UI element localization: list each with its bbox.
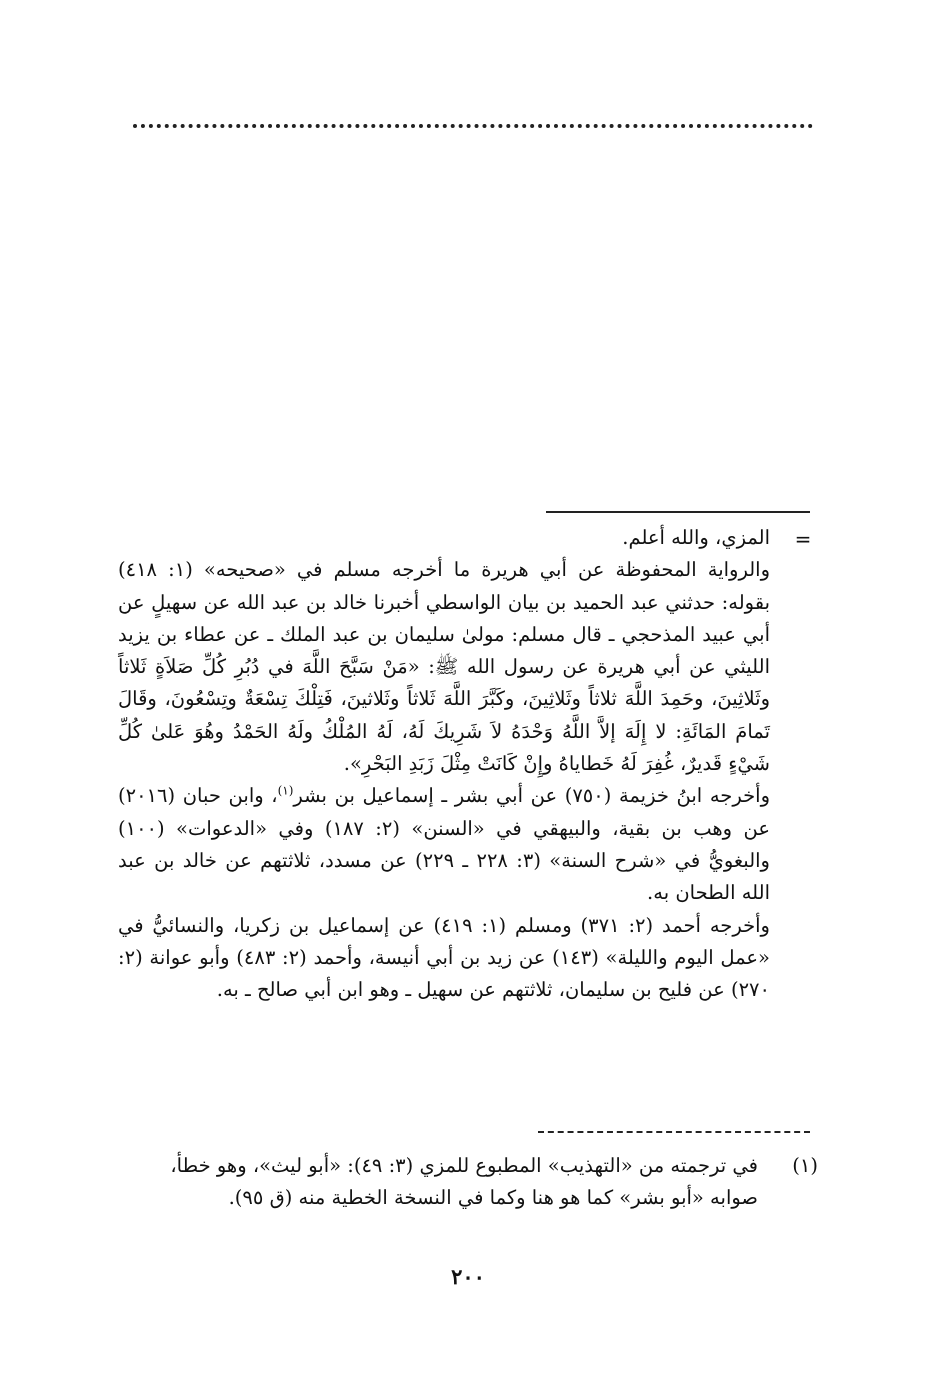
footnote-text: في ترجمته من «التهذيب» المطبوع للمزي (٣: ٤٩): «أبو ليث»، وهو خطأ، صوابه «أبو بشر» كما هو هنا وكما في النسخة الخطية منه (ق ٩٥). [170,1154,758,1209]
paragraph-4: وأخرجه أحمد (٢: ٣٧١) ومسلم (١: ٤١٩) عن إسماعيل بن زكريا، والنسائيُّ في «عمل اليوم والليلة» (١٤٣) عن زيد بن أبي أنيسة، وأحمد (٢: ٤٨٣) وأبو عوانة (٢: ٢٧٠) عن فليح بن سليمان، ثلاثتهم عن سهيل ـ وهو ابن أبي صالح ـ به. [118,913,770,1002]
footnote [118,1150,818,1214]
footnote-reference[interactable]: (١) [277,783,294,798]
paragraph-2: والرواية المحفوظة عن أبي هريرة ما أخرجه مسلم في «صحيحه» (١: ٤١٨) بقوله: حدثني عبد الحميد بن بيان الواسطي أخبرنا خالد بن عبد الله عن سهيلٍ عن أبي عبيد المذحجي ـ قال مسلم: مولىٰ سليمان بن عبد الملك ـ عن عطاء بن يزيد الليثي عن أبي هريرة عن رسول الله ﷺ: «مَنْ سَبَّحَ اللَّهَ في دُبُرِ كُلِّ صَلاَةٍ ثَلاثاً وثَلاثِينَ، وحَمِدَ اللَّهَ ثلاثاً وثَلاثِينَ، وكَبَّرَ اللَّهَ ثَلاثاً وثَلاثينَ، فَتِلْكَ تِسْعَةٌ وتِسْعُونَ، وقَالَ تَمامَ المَائَةِ: لا إِلَهَ إلاَّ اللَّهُ وَحْدَهُ لاَ شَرِيكَ لَهُ، لَهُ المُلْكُ ولَهُ الحَمْدُ وهُوَ عَلىٰ كُلِّ شَيْءٍ قَديرٌ، غُفِرَ لَهُ خَطاياهُ وإِنْ كَانَتْ مِثْلَ زَبَدِ البَحْرِ». [118,558,770,776]
paragraph-3-text-b: ، وابن حبان (٢٠١٦) عن وهب بن بقية، والبيهقي في «السنن» (٢: ١٨٧) وفي «الدعوات» (١٠٠) والبغويُّ في «شرح السنة» (٣: ٢٢٨ ـ ٢٢٩) عن مسدد، ثلاثتهم عن خالد بن عبد الله الطحان به. [118,784,770,905]
top-dotted-separator [133,124,813,128]
paragraph-3-text-a: وأخرجه ابنُ خزيمة (٧٥٠) عن أبي بشر ـ إسماعيل بن بشر [293,784,770,808]
continuation-rule [546,511,810,513]
paragraph-1: المزي، والله أعلم. [622,526,770,549]
main-text-block [118,522,770,1006]
paragraph-3 [118,780,770,909]
footnote-separator [538,1131,810,1133]
page-number: ٢٠٠ [451,1264,485,1289]
continuation-mark: = [794,527,812,551]
footnote-number: (١) [792,1154,818,1177]
